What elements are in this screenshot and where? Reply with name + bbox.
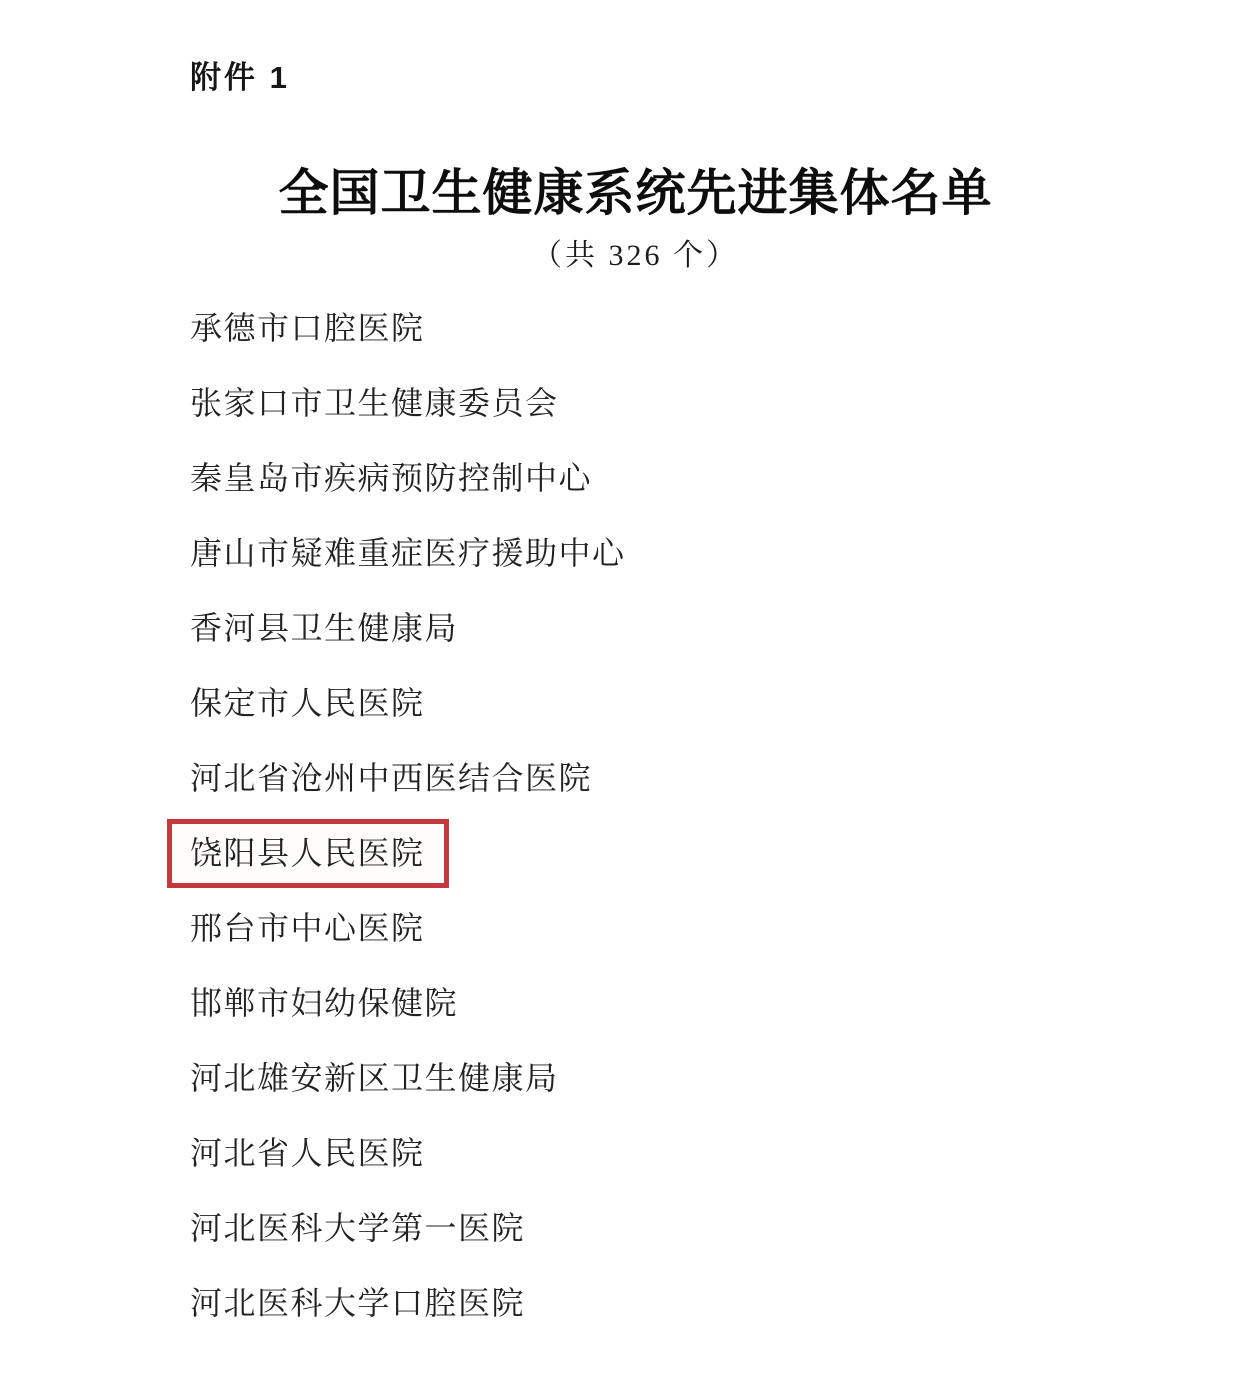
list-item (190, 1062, 1241, 1095)
institution-name: 承德市口腔医院 (190, 310, 425, 346)
list-item (190, 987, 1241, 1020)
institution-name: 邯郸市妇幼保健院 (190, 985, 459, 1021)
collective-list (190, 312, 1241, 1320)
list-item (190, 612, 1241, 645)
institution-name: 河北医科大学口腔医院 (190, 1285, 526, 1321)
institution-name: 香河县卫生健康局 (190, 610, 459, 646)
list-item (190, 537, 1241, 570)
list-item (190, 1287, 1241, 1320)
institution-name: 保定市人民医院 (190, 685, 425, 721)
heading-block (30, 164, 1241, 273)
list-item (190, 762, 1241, 795)
list-item (190, 1137, 1241, 1170)
document-page (0, 60, 1241, 1399)
attachment-label: 附件 1 (190, 60, 290, 95)
institution-name: 河北省沧州中西医结合医院 (190, 760, 593, 796)
list-item (190, 912, 1241, 945)
highlighted-institution-name: 饶阳县人民医院 (167, 819, 449, 888)
list-item (190, 1212, 1241, 1245)
institution-name: 秦皇岛市疾病预防控制中心 (190, 460, 593, 496)
list-item (190, 387, 1241, 420)
institution-name: 河北雄安新区卫生健康局 (190, 1060, 559, 1096)
institution-name: 唐山市疑难重症医疗援助中心 (190, 535, 626, 571)
list-item (190, 837, 1241, 870)
institution-name: 邢台市中心医院 (190, 910, 425, 946)
institution-name: 河北医科大学第一医院 (190, 1210, 526, 1246)
list-item (190, 312, 1241, 345)
document-subtitle: （共 326 个） (532, 239, 739, 272)
list-item (190, 687, 1241, 720)
list-item (190, 462, 1241, 495)
institution-name: 河北省人民医院 (190, 1135, 425, 1171)
document-title: 全国卫生健康系统先进集体名单 (278, 165, 993, 221)
institution-name: 张家口市卫生健康委员会 (190, 385, 559, 421)
